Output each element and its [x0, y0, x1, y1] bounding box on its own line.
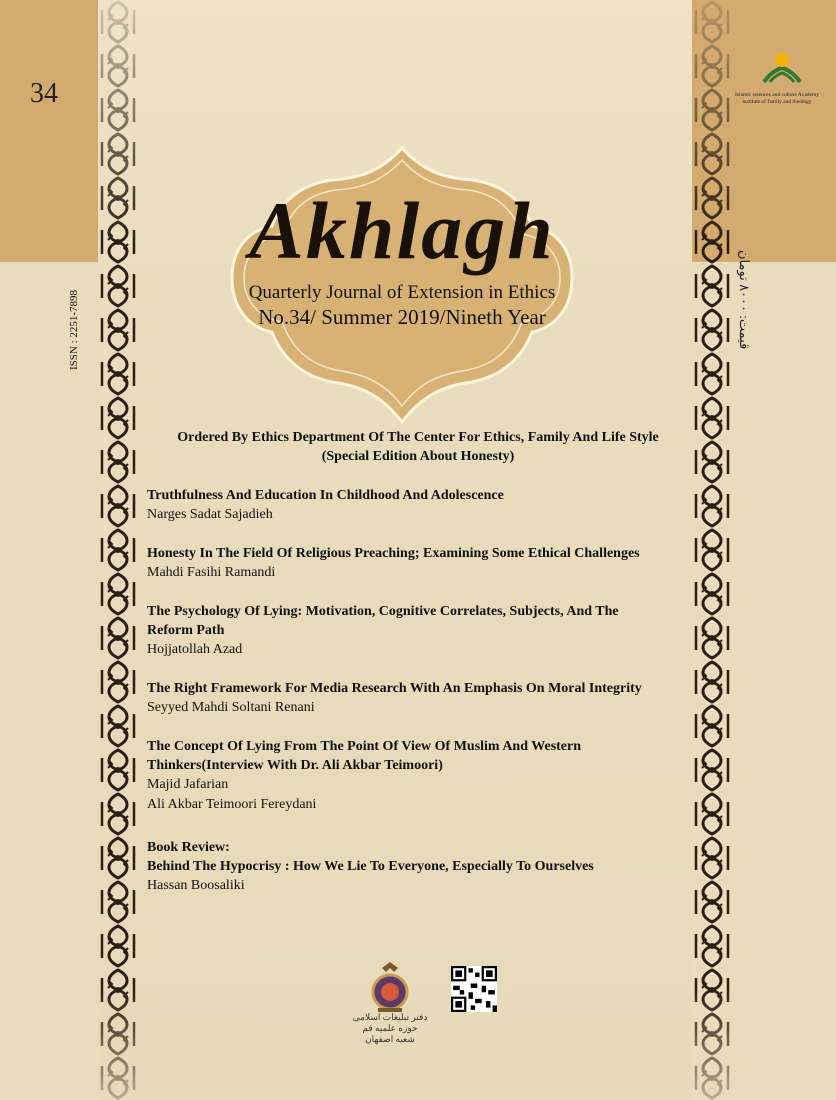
article-item — [147, 737, 667, 815]
issue-line: No.34/ Summer 2019/Nineth Year — [258, 305, 546, 329]
academy-line-2: institute of family and theology — [742, 99, 812, 105]
article-title: Honesty In The Field Of Religious Preaching; Examining Some Ethical Challenges — [147, 546, 640, 561]
academy-logo-icon — [742, 48, 822, 88]
article-item — [147, 679, 667, 718]
ordered-by-block — [148, 428, 688, 466]
top-band-left — [0, 0, 98, 262]
qr-code-icon — [451, 966, 497, 1012]
article-author: Ali Akbar Teimoori Fereydani — [147, 797, 317, 812]
article-item — [147, 602, 667, 660]
book-review-heading: Book Review: — [147, 840, 230, 855]
article-item — [147, 486, 667, 525]
article-title: The Psychology Of Lying: Motivation, Cognitive Correlates, Subjects, And The Reform Path — [147, 604, 619, 638]
book-review-title: Behind The Hypocrisy : How We Lie To Everyone, Especially To Ourselves — [147, 859, 594, 874]
journal-subtitle: Quarterly Journal of Extension in Ethics — [248, 282, 556, 303]
ordered-by-text: Ordered By Ethics Department Of The Center For Ethics, Family And Life Style — [177, 430, 659, 445]
table-of-contents — [147, 486, 667, 834]
article-author: Narges Sadat Sajadieh — [147, 507, 273, 522]
article-author: Majid Jafarian — [147, 777, 229, 792]
issn-label: ISSN : 2251-7898 — [68, 289, 80, 370]
book-review-author: Hassan Boosaliki — [147, 878, 245, 893]
right-ornament-border — [692, 0, 732, 1100]
book-review-block — [147, 838, 667, 896]
article-title: The Concept Of Lying From The Point Of View Of Muslim And Western Thinkers(Interview With Dr. Ali Akbar Teimoori) — [147, 739, 582, 773]
issue-number: 34 — [30, 78, 58, 109]
article-title: The Right Framework For Media Research With An Emphasis On Moral Integrity — [147, 681, 642, 696]
left-ornament-border — [98, 0, 138, 1100]
article-author: Hojjatollah Azad — [147, 642, 243, 657]
article-title: Truthfulness And Education In Childhood And Adolescence — [147, 488, 504, 503]
seal-caption: دفتر تبلیغات اسلامی حوزه علمیه قم شعبه اصفهان — [352, 1012, 428, 1044]
article-item — [147, 544, 667, 583]
article-author: Seyyed Mahdi Soltani Renani — [147, 700, 315, 715]
academy-name — [722, 92, 832, 106]
article-author: Mahdi Fasihi Ramandi — [147, 565, 276, 580]
academy-line-1: Islamic sciences and culture Academy — [735, 92, 819, 98]
price-label: قیمت: ۸۰۰۰ تومان — [737, 250, 752, 350]
journal-title: Akhlagh — [249, 185, 555, 276]
special-edition-text: (Special Edition About Honesty) — [321, 449, 515, 464]
